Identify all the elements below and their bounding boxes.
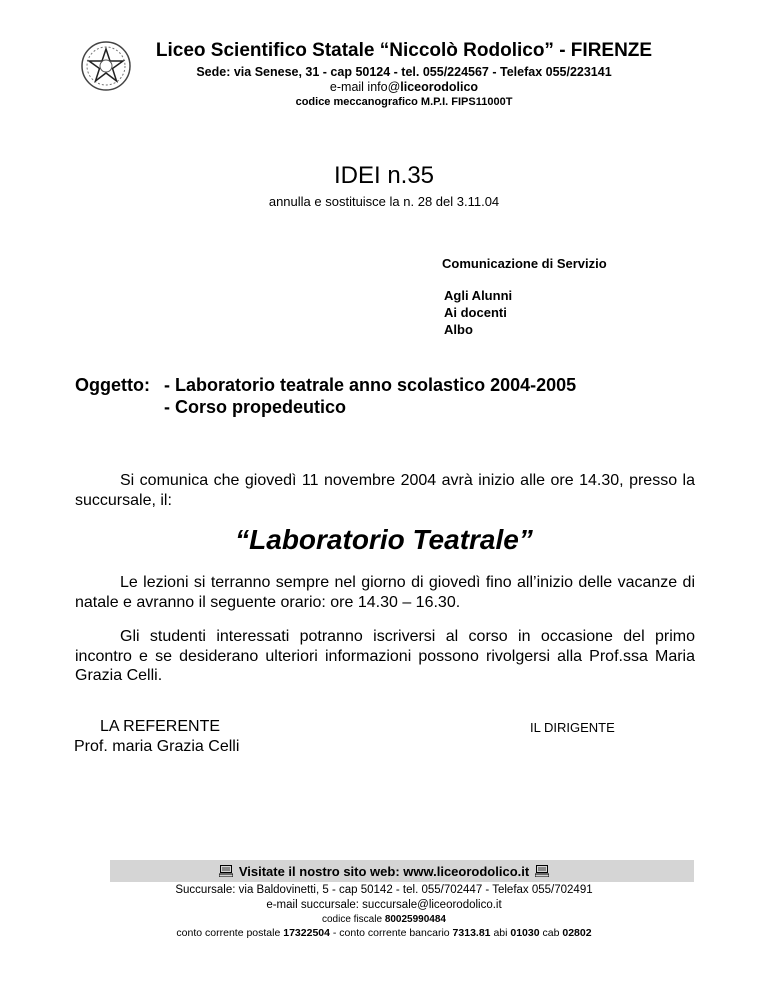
email-prefix: e-mail info@ xyxy=(329,80,401,94)
signature-referente xyxy=(74,717,239,757)
abi-code: 01030 xyxy=(510,927,540,939)
school-name: Liceo Scientifico Statale “Niccolò Rodolico” - FIRENZE xyxy=(155,40,653,61)
subject-line: - Laboratorio teatrale anno scolastico 2004-2005 xyxy=(164,375,577,395)
school-address: Sede: via Senese, 31 - cap 50124 - tel. 055/224567 - Telefax 055/223141 xyxy=(196,65,612,79)
website-line[interactable] xyxy=(0,864,768,879)
fiscal-code xyxy=(0,914,768,925)
website-text: Visitate il nostro sito web: www.liceorodolico.it xyxy=(238,864,530,879)
cab-label: cab xyxy=(542,927,560,939)
paragraph-text: Gli studenti interessati potranno iscriversi al corso in occasione del primo incontro e se desiderano ulteriori informazioni possono rivolgersi alla Prof.ssa Maria Grazia Celli. xyxy=(75,628,695,684)
communication-type: Comunicazione di Servizio xyxy=(442,256,607,271)
email-domain: liceorodolico xyxy=(400,80,479,94)
postal-label: conto corrente postale xyxy=(176,927,281,939)
cab-code: 02802 xyxy=(562,927,592,939)
paragraph-text: Le lezioni si terranno sempre nel giorno di giovedì fino all’inizio delle vacanze di natale e avranno il seguente orario: ore 14.30 – 16.30. xyxy=(75,574,695,611)
subject-line: - Corso propedeutico xyxy=(164,397,347,417)
branch-address: Succursale: via Baldovinetti, 5 - cap 50142 - tel. 055/702447 - Telefax 055/702491 xyxy=(175,884,593,896)
annuls-note: annulla e sostituisce la n. 28 del 3.11.04 xyxy=(268,194,500,209)
ministry-code: codice meccanografico M.P.I. FIPS11000T xyxy=(295,96,513,108)
recipient: Agli Alunni xyxy=(444,288,513,303)
branch-email[interactable]: e-mail succursale: succursale@liceorodolico.it xyxy=(266,899,502,911)
postal-account: 17322504 xyxy=(283,927,330,939)
abi-label: abi xyxy=(493,927,508,939)
paragraph-schedule xyxy=(75,573,695,612)
paragraph-enrollment xyxy=(75,627,695,686)
bank-label: - conto corrente bancario xyxy=(332,927,450,939)
subject-label: Oggetto: xyxy=(75,375,150,395)
recipients-list xyxy=(444,287,512,338)
referente-name: Prof. maria Grazia Celli xyxy=(74,738,240,755)
school-email[interactable] xyxy=(0,80,768,94)
referente-title: LA REFERENTE xyxy=(100,718,221,735)
computer-icon xyxy=(219,865,233,877)
bank-account: 7313.81 xyxy=(452,927,491,939)
course-title: “Laboratorio Teatrale” xyxy=(235,524,533,555)
paragraph-announcement xyxy=(75,471,695,510)
document-number: IDEI n.35 xyxy=(333,162,435,189)
bank-accounts xyxy=(0,927,768,939)
paragraph-text: Si comunica che giovedì 11 novembre 2004 avrà inizio alle ore 14.30, presso la succursale, il: xyxy=(75,472,695,509)
recipient: Albo xyxy=(444,322,473,337)
recipient: Ai docenti xyxy=(444,305,507,320)
signature-dirigente: IL DIRIGENTE xyxy=(530,720,615,735)
fiscal-label: codice fiscale xyxy=(322,914,383,925)
subject xyxy=(75,374,576,418)
computer-icon xyxy=(535,865,549,877)
fiscal-value: 80025990484 xyxy=(384,914,446,925)
